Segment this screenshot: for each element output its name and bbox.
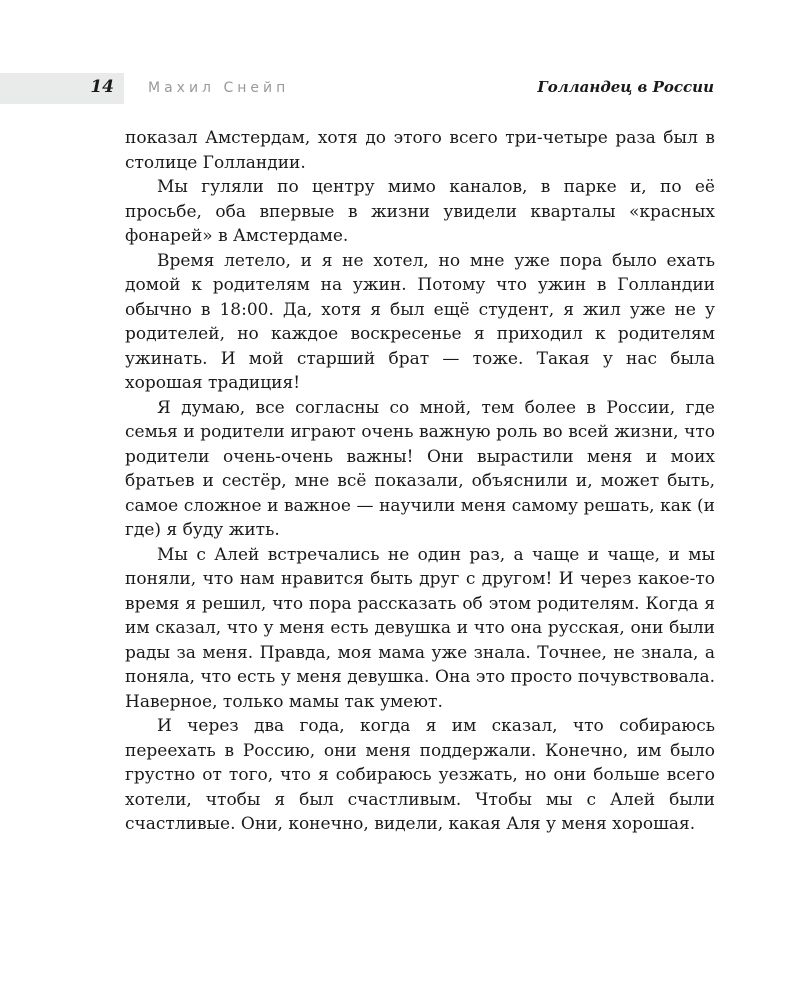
paragraph: показал Амстердам, хотя до этого всего три-четыре раза был в столице Голландии. (125, 128, 715, 173)
book-title: Голландец в России (537, 78, 714, 96)
running-header (0, 73, 800, 105)
paragraph: Мы гуляли по центру мимо каналов, в парке и, по её просьбе, оба впервые в жизни увидели кварталы «красных фонарей» в Амстердаме. (125, 177, 715, 246)
paragraph: Время летело, и я не хотел, но мне уже пора было ехать домой к родителям на ужин. Потому что ужин в Голландии обычно в 18:00. Да, хотя я был ещё студент, я жил уже не у родителей, но каждое воскресенье я приходил к родителям ужинать. И мой старший брат — тоже. Такая у нас была хорошая традиция! (125, 250, 715, 393)
page-number: 14 (90, 77, 114, 97)
page-number-tab (0, 73, 124, 104)
paragraph: Мы с Алей встречались не один раз, а чаще и чаще, и мы поняли, что нам нравится быть друг с другом! И через какое-то время я решил, что пора рассказать об этом родителям. Когда я им сказал, что у меня есть девушка и что она русская, они были рады за меня. Правда, моя мама уже знала. Точнее, не знала, а поняла, что есть у меня девушка. Она это просто почувствовала. Наверное, только мамы так умеют. (125, 544, 715, 712)
paragraph: И через два года, когда я им сказал, что собираюсь переехать в Россию, они меня поддержали. Конечно, им было грустно от того, что я собираюсь уезжать, но они больше всего хотели, чтобы я был счастливым. Чтобы мы с Алей были счастливые. Они, конечно, видели, какая Аля у меня хорошая. (125, 716, 715, 834)
paragraph: Я думаю, все согласны со мной, тем более в России, где семья и родители играют очень важную роль во всей жизни, что родители очень-очень важны! Они вырастили меня и моих братьев и сестёр, мне всё показали, объяснили и, может быть, самое сложное и важное — научили меня самому решать, как (и где) я буду жить. (125, 397, 715, 540)
page-body (125, 126, 715, 837)
author-name: Махил Снейп (148, 80, 290, 96)
